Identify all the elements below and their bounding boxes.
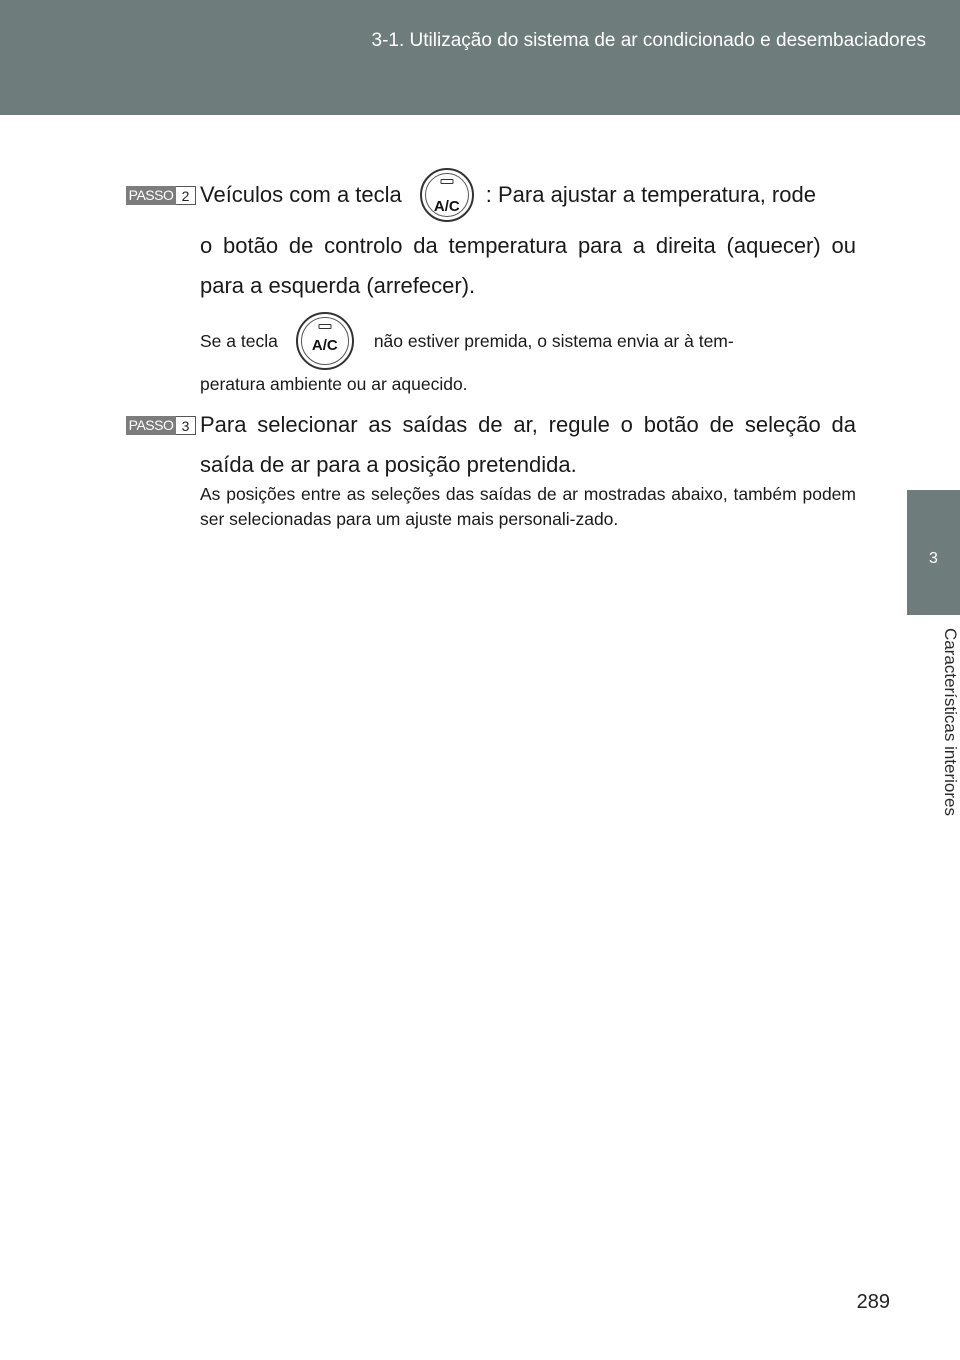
step-2-text-a: Veículos com a tecla: [200, 182, 402, 207]
step-2-note-line-2: peratura ambiente ou ar aquecido.: [200, 374, 468, 394]
section-title: 3-1. Utilização do sistema de ar condicionado e desembaciadores: [371, 30, 926, 51]
page-header: [0, 0, 960, 115]
step-2-note-a: Se a tecla: [200, 330, 278, 351]
ac-button-icon: A/C: [296, 312, 354, 370]
step-badge-number: 2: [176, 186, 196, 205]
chapter-label: Características interiores: [941, 628, 960, 817]
step-badge-word: PASSO: [126, 186, 176, 205]
ac-button-icon: A/C: [420, 168, 474, 222]
step-3-note: As posições entre as seleções das saídas de ar mostradas abaixo, também podem ser selecionadas para um ajuste mais personali-zado.: [200, 484, 856, 529]
step-2-text-b: : Para ajustar a temperatura, rode: [485, 182, 816, 207]
step-3-text: Para selecionar as saídas de ar, regule o botão de seleção da saída de ar para a posição pretendida.: [200, 412, 856, 477]
step-badge-3: [126, 416, 197, 435]
step-2-line-1: [200, 172, 856, 218]
page-number: 289: [856, 1291, 890, 1313]
chapter-number: 3: [929, 550, 938, 567]
step-badge-word: PASSO: [126, 416, 176, 435]
step-2-note-b: não estiver premida, o sistema envia ar à tem-: [373, 330, 734, 351]
chapter-tab: [907, 490, 960, 615]
step-badge-number: 3: [176, 416, 196, 435]
step-2-note-line-1: [200, 312, 856, 370]
step-badge-2: [126, 186, 197, 205]
step-2-text: o botão de controlo da temperatura para a direita (aquecer) ou para a esquerda (arrefecer).: [200, 233, 856, 298]
